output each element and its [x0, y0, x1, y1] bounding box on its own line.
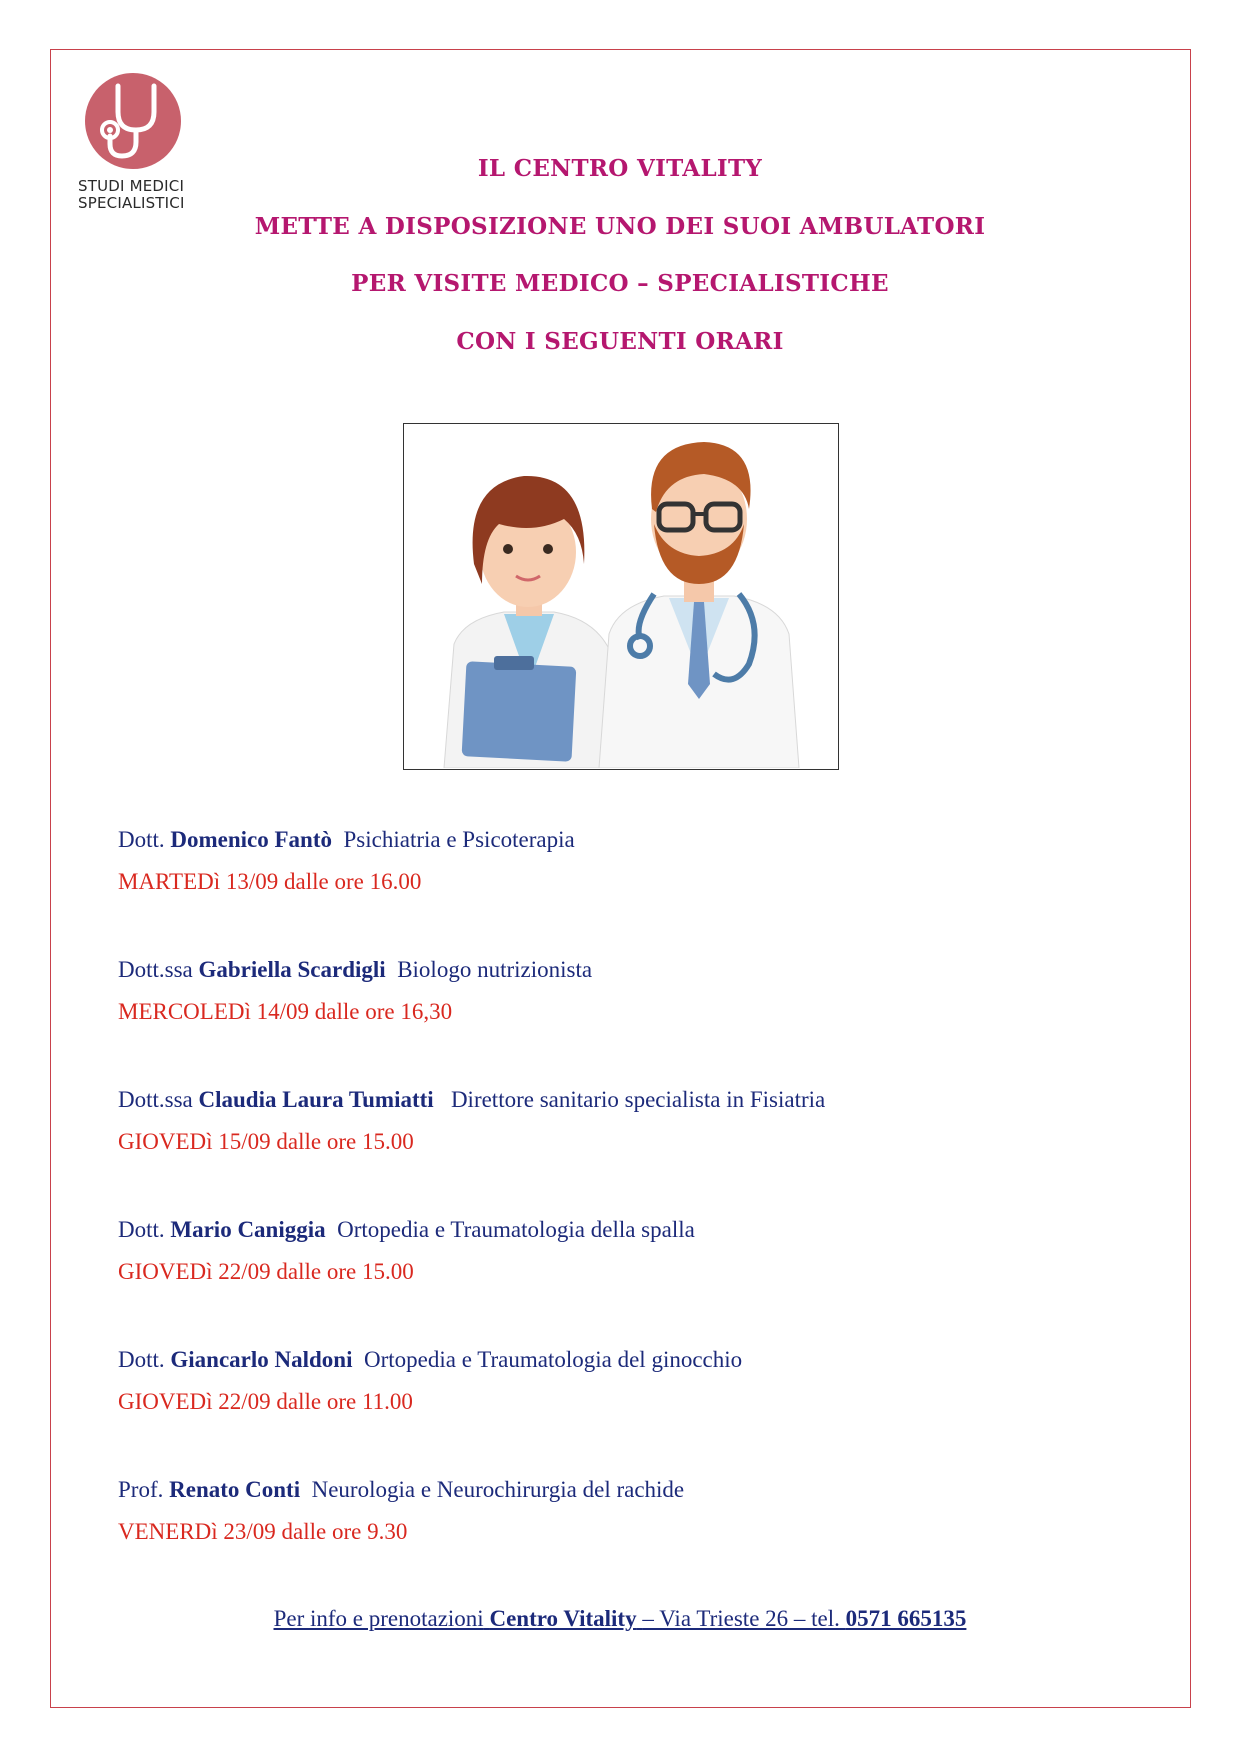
list-item — [118, 1475, 1118, 1605]
list-item — [118, 1085, 1118, 1215]
doctor-specialty: Psichiatria e Psicoterapia — [343, 827, 575, 852]
footer-prefix: Per info e prenotazioni — [273, 1606, 484, 1631]
doctor-specialty: Ortopedia e Traumatologia della spalla — [337, 1217, 695, 1242]
schedule-time: GIOVEDì 15/09 dalle ore 15.00 — [118, 1129, 414, 1154]
doctor-name: Giancarlo Naldoni — [170, 1347, 353, 1372]
schedule-time: MARTEDì 13/09 dalle ore 16.00 — [118, 869, 422, 894]
doctors-illustration — [403, 423, 839, 770]
doctor-specialty: Biologo nutrizionista — [397, 957, 593, 982]
doctor-name: Domenico Fantò — [170, 827, 333, 852]
footer-address: – Via Trieste 26 – tel. — [642, 1606, 840, 1631]
doctor-title: Dott. — [118, 827, 165, 852]
schedule-list — [118, 825, 1118, 1605]
headline-line3: PER VISITE MEDICO – SPECIALISTICHE — [351, 270, 889, 297]
doctor-specialty: Ortopedia e Traumatologia del ginocchio — [364, 1347, 743, 1372]
logo-line1: STUDI MEDICI — [78, 177, 185, 195]
list-item — [118, 1215, 1118, 1345]
doctor-specialty: Direttore sanitario specialista in Fisiatria — [450, 1087, 826, 1112]
doctor-name: Renato Conti — [169, 1477, 301, 1502]
doctor-title: Dott.ssa — [118, 957, 193, 982]
footer-center: Centro Vitality — [489, 1606, 637, 1631]
footer-contact — [0, 1606, 1240, 1632]
logo — [76, 72, 196, 222]
schedule-time: VENERDì 23/09 dalle ore 9.30 — [118, 1519, 408, 1544]
footer-phone: 0571 665135 — [845, 1606, 967, 1631]
doctor-title: Dott. — [118, 1217, 165, 1242]
schedule-time: GIOVEDì 22/09 dalle ore 15.00 — [118, 1259, 414, 1284]
logo-line2: SPECIALISTICI — [78, 194, 185, 212]
headline-line4: CON I SEGUENTI ORARI — [456, 328, 784, 355]
doctor-title: Dott. — [118, 1347, 165, 1372]
list-item — [118, 825, 1118, 955]
doctor-name: Mario Caniggia — [170, 1217, 326, 1242]
headline-line2: METTE A DISPOSIZIONE UNO DEI SUOI AMBULATORI — [254, 213, 986, 240]
doctor-title: Dott.ssa — [118, 1087, 193, 1112]
doctor-title: Prof. — [118, 1477, 164, 1502]
list-item — [118, 1345, 1118, 1475]
schedule-time: GIOVEDì 22/09 dalle ore 11.00 — [118, 1389, 413, 1414]
doctor-specialty: Neurologia e Neurochirurgia del rachide — [311, 1477, 685, 1502]
footer-link[interactable] — [274, 1606, 967, 1631]
doctor-name: Claudia Laura Tumiatti — [198, 1087, 434, 1112]
headline-line1: IL CENTRO VITALITY — [477, 155, 763, 182]
schedule-time: MERCOLEDì 14/09 dalle ore 16,30 — [118, 999, 453, 1024]
doctor-name: Gabriella Scardigli — [198, 957, 386, 982]
list-item — [118, 955, 1118, 1085]
